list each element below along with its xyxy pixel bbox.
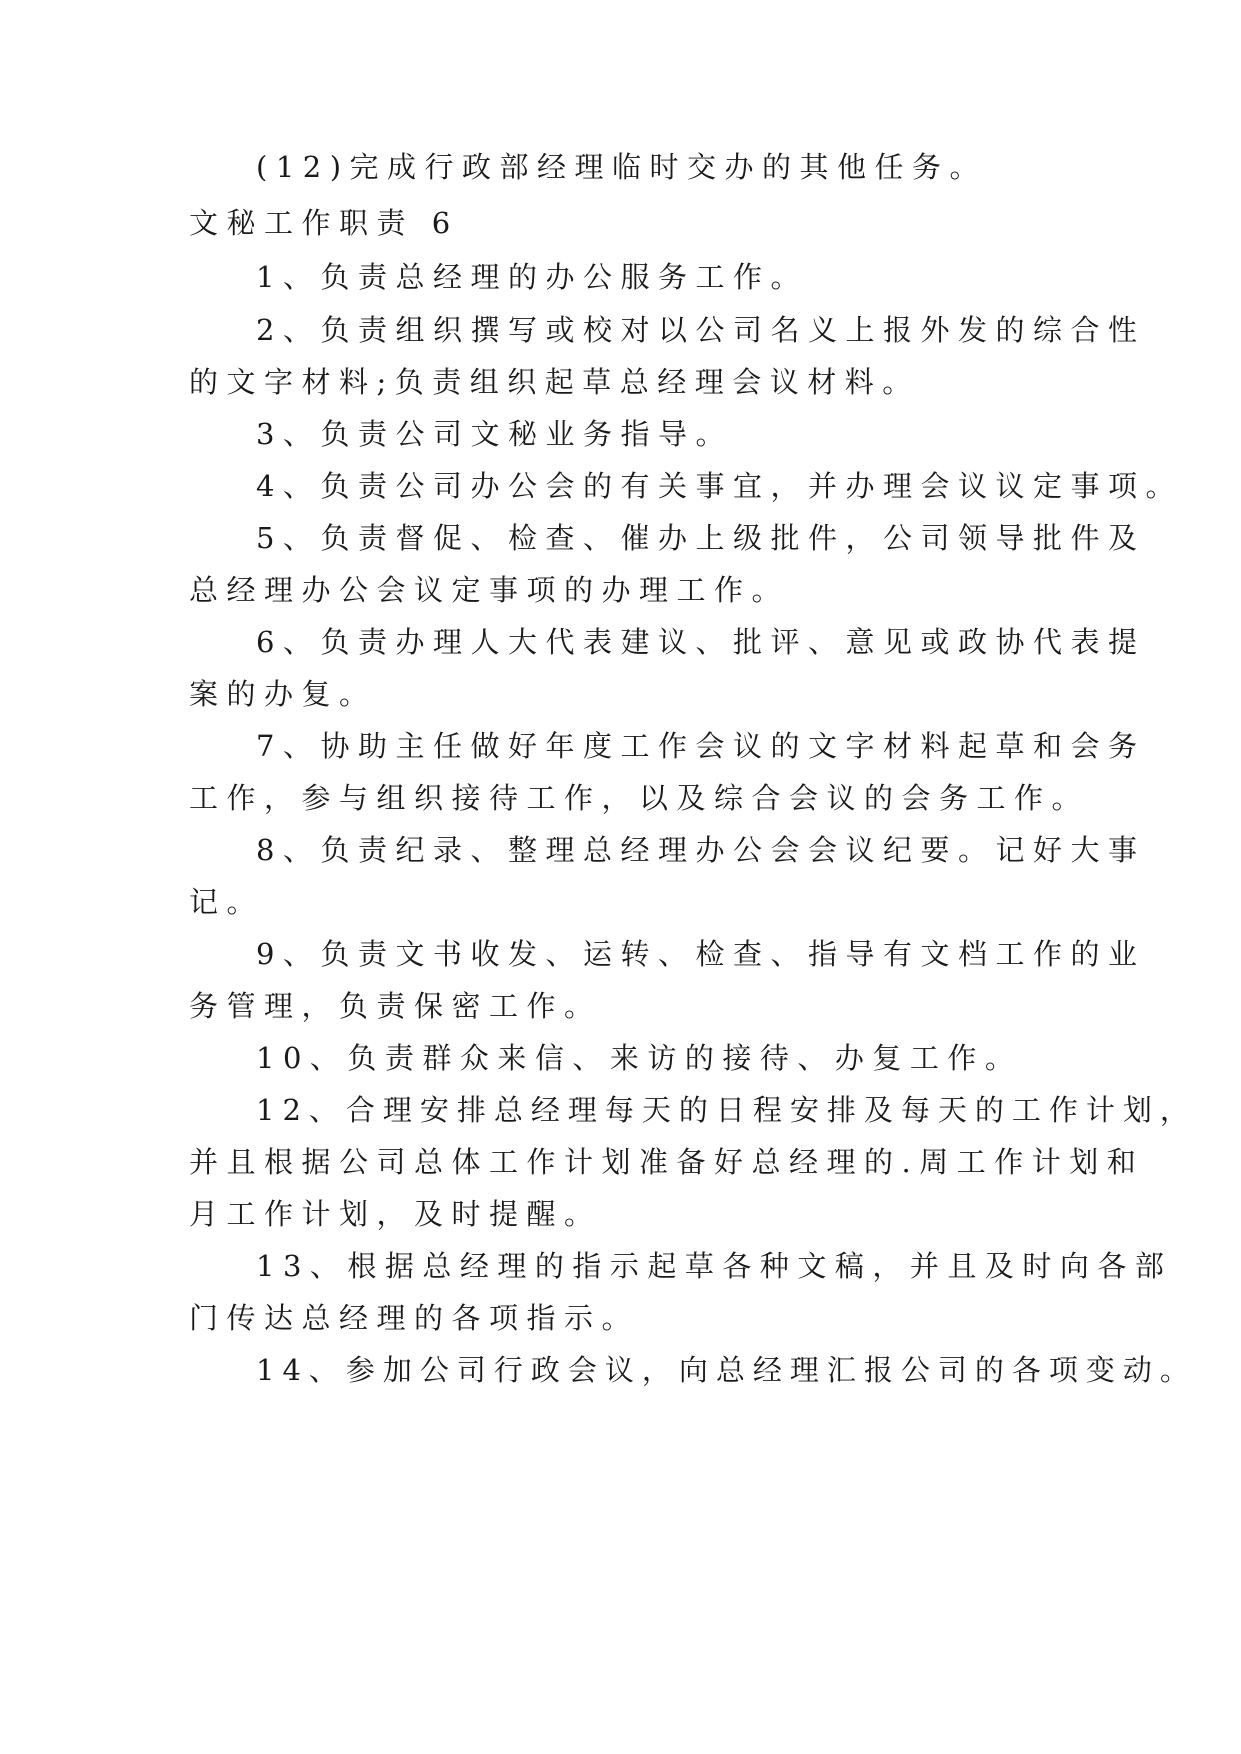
paragraph-line-item-14: 14、参加公司行政会议，向总经理汇报公司的各项变动。 [256, 1353, 1197, 1387]
paragraph-line-item-12: 12、合理安排总经理每天的日程安排及每天的工作计划， [256, 1093, 1197, 1127]
paragraph-line-item-12-cont-2: 月工作计划，及时提醒。 [189, 1197, 602, 1231]
paragraph-line-item-3: 3、负责公司文秘业务指导。 [256, 417, 733, 451]
paragraph-line-item-1: 1、负责总经理的办公服务工作。 [256, 260, 808, 294]
paragraph-line-item-13-cont: 门传达总经理的各项指示。 [189, 1301, 640, 1335]
paragraph-line-item-7-cont: 工作，参与组织接待工作，以及综合会议的会务工作。 [189, 781, 1090, 815]
paragraph-line-item-2-cont: 的文字材料;负责组织起草总经理会议材料。 [189, 365, 920, 399]
paragraph-line-item-5-cont: 总经理办公会议定事项的办理工作。 [189, 573, 790, 607]
section-heading: 文秘工作职责 6 [189, 206, 459, 240]
paragraph-line-item-10: 10、负责群众来信、来访的接待、办复工作。 [256, 1041, 1023, 1075]
paragraph-line-item-8-cont: 记。 [189, 885, 265, 919]
paragraph-line-item-7: 7、协助主任做好年度工作会议的文字材料起草和会务 [256, 729, 1146, 763]
paragraph-line-item-2: 2、负责组织撰写或校对以公司名义上报外发的综合性 [256, 313, 1146, 347]
paragraph-line-task-12: (12)完成行政部经理临时交办的其他任务。 [256, 150, 988, 184]
paragraph-line-item-9-cont: 务管理，负责保密工作。 [189, 989, 602, 1023]
paragraph-line-item-9: 9、负责文书收发、运转、检查、指导有文档工作的业 [256, 937, 1146, 971]
paragraph-line-item-5: 5、负责督促、检查、催办上级批件，公司领导批件及 [256, 521, 1146, 555]
paragraph-line-item-6-cont: 案的办复。 [189, 677, 377, 711]
paragraph-line-item-13: 13、根据总经理的指示起草各种文稿，并且及时向各部 [256, 1249, 1173, 1283]
paragraph-line-item-6: 6、负责办理人大代表建议、批评、意见或政协代表提 [256, 625, 1146, 659]
paragraph-line-item-4: 4、负责公司办公会的有关事宜，并办理会议议定事项。 [256, 469, 1183, 503]
paragraph-line-item-12-cont: 并且根据公司总体工作计划准备好总经理的.周工作计划和 [189, 1145, 1145, 1179]
paragraph-line-item-8: 8、负责纪录、整理总经理办公会会议纪要。记好大事 [256, 833, 1146, 867]
